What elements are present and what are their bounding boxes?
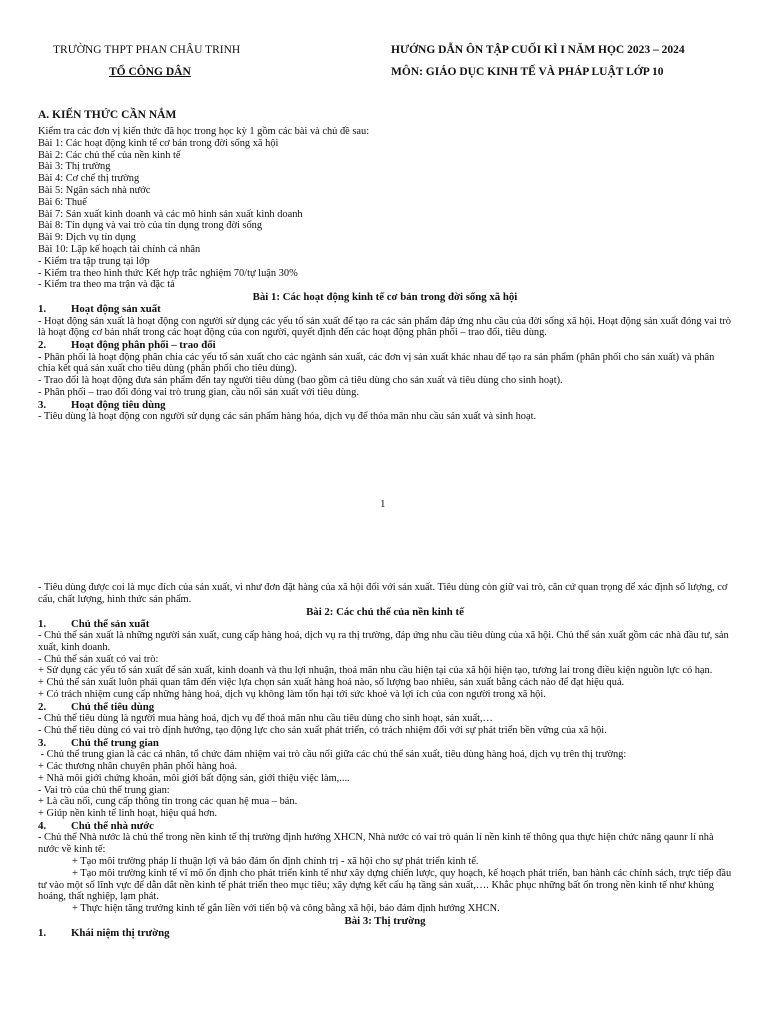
lesson-item: Bài 9: Dịch vụ tín dụng xyxy=(38,232,136,244)
paragraph: - Tiêu dùng là hoạt động con người sử dụng các sản phẩm hàng hóa, dịch vụ để thỏa mãn nhu cầu sản xuất và sinh hoạt. xyxy=(38,411,537,423)
lesson-2-heading-1 xyxy=(38,618,732,630)
heading-text: Chủ thể trung gian xyxy=(71,736,159,749)
paragraph: - Tiêu dùng được coi là mục đích của sản xuất, vì như đơn đặt hàng của xã hội đối với sản xuất. Tiêu dùng còn giữ vai trò, căn cứ quan trọng để xác định số lượng, cơ cấu, chất lượng, hình thức sản phẩm. xyxy=(38,582,728,605)
lesson-3-title: Bài 3: Thị trường xyxy=(344,914,426,927)
section-a-intro: Kiểm tra các đơn vị kiến thức đã học trong học kỳ 1 gồm các bài và chủ đề sau: xyxy=(38,126,370,137)
lesson-2-heading-2 xyxy=(38,701,732,713)
paragraph: + Nhà môi giới chứng khoán, môi giới bất động sản, giới thiệu việc làm,.... xyxy=(38,772,350,784)
lesson-3-heading-1 xyxy=(38,927,732,939)
paragraph: - Trao đổi là hoạt động đưa sản phẩm đến tay người tiêu dùng (bao gồm cả tiêu dùng cho sản xuất và tiêu dùng cho sinh hoạt). xyxy=(38,375,563,387)
paragraph: + Giúp nền kinh tế linh hoạt, hiệu quả hơn. xyxy=(38,808,218,820)
lesson-2-heading-3 xyxy=(38,737,732,749)
lesson-list xyxy=(38,138,732,256)
guide-title: HƯỚNG DẪN ÔN TẬP CUỐI KÌ I NĂM HỌC 2023 – 2024 xyxy=(391,44,685,56)
heading-text: Khái niệm thị trường xyxy=(71,926,170,939)
heading-number: 1. xyxy=(38,926,47,939)
exam-note: - Kiểm tra theo hình thức Kết hợp trắc nghiệm 70/tự luận 30% xyxy=(38,267,298,279)
heading-number: 2. xyxy=(38,700,47,713)
paragraph: + Thực hiện tăng trưởng kinh tế gắn liền với tiến bộ và công bằng xã hội, bảo đảm định hướng XHCN. xyxy=(72,903,500,915)
heading-text: Hoạt động sản xuất xyxy=(71,303,161,316)
lesson-1-heading-1 xyxy=(38,303,732,315)
lesson-item: Bài 4: Cơ chế thị trường xyxy=(38,173,140,185)
heading-number: 2. xyxy=(38,339,47,352)
paragraph: + Có trách nhiệm cung cấp những hàng hoá, dịch vụ không làm tổn hại tới sức khoẻ và lợi ích của con người trong xã hội. xyxy=(38,688,546,700)
page-number: 1 xyxy=(380,498,386,510)
heading-number: 3. xyxy=(38,736,47,749)
paragraph: - Vai trò của chủ thể trung gian: xyxy=(38,784,170,796)
paragraph: - Chủ thể Nhà nước là chủ thể trong nền kinh tế thị trường định hướng XHCN, Nhà nước có vai trò quản lí nền kinh tế thông qua thực hiện chức năng qaunr lí nhà nước về kinh tế: xyxy=(38,832,714,856)
paragraph: - Chủ thể trung gian là các cá nhân, tổ chức đảm nhiệm vai trò cầu nối giữa các chủ thể sản xuất, tiêu dùng hàng hoá, dịch vụ trên thị trường: xyxy=(38,749,627,761)
paragraph: + Tạo môi trường kinh tế vĩ mô ổn định cho phát triển kinh tế như xây dựng chiến lược, quy hoạch, kế hoạch phát triển, ban hành các chính sách, trực tiếp đầu tư vào một số lĩnh vực để dẫn dắt nền kinh tế phát triển theo mục tiêu; xây dựng kết cấu hạ tầng sản xuất,…. Khắc phục những bất ổn trong nền kinh tế như khủng hoảng, thất nghiệp, lạm phát. xyxy=(38,867,732,903)
paragraph: + Sử dụng các yếu tố sản xuất để sản xuất, kinh doanh và thu lợi nhuận, thoả mãn nhu cầu hiện tại của xã hội hiện tạo, tương lai trong điều kiện nguồn lực có hạn. xyxy=(38,665,713,677)
paragraph: - Phân phối – trao đổi đóng vai trò trung gian, cầu nối sản xuất với tiêu dùng. xyxy=(38,386,359,398)
page-2-body xyxy=(38,582,732,939)
lesson-item: Bài 10: Lập kế hoạch tài chính cá nhân xyxy=(38,243,201,255)
paragraph: - Chủ thể sản xuất là những người sản xuất, cung cấp hàng hoá, dịch vụ ra thị trường, đáp ứng nhu cầu tiêu dùng của xã hội. Chủ thể sản xuất gồm các nhà đầu tư, sản xuất, kinh doanh. xyxy=(38,630,729,653)
paragraph: + Chủ thể sản xuất luôn phải quan tâm đến việc lựa chọn sản xuất hàng hoá nào, số lượng bao nhiêu, sản xuất bằng cách nào để đạt hiệu quả. xyxy=(38,677,625,689)
department-name: TỔ CÔNG DÂN xyxy=(109,66,191,78)
exam-note: - Kiểm tra theo ma trận và đặc tả xyxy=(38,279,175,291)
page-1-body xyxy=(38,108,732,423)
lesson-item: Bài 5: Ngân sách nhà nước xyxy=(38,184,151,196)
exam-note: - Kiểm tra tập trung tại lớp xyxy=(38,255,150,267)
heading-number: 1. xyxy=(38,303,47,316)
lesson-1-title: Bài 1: Các hoạt động kinh tế cơ bản trong đời sống xã hội xyxy=(252,291,518,304)
heading-text: Hoạt động tiêu dùng xyxy=(71,398,166,411)
lesson-item: Bài 6: Thuế xyxy=(38,196,87,208)
lesson-2-heading-4 xyxy=(38,820,732,832)
subject-title: MÔN: GIÁO DỤC KINH TẾ VÀ PHÁP LUẬT LỚP 10 xyxy=(391,66,664,78)
heading-number: 1. xyxy=(38,617,47,630)
paragraph: - Hoạt động sản xuất là hoạt động con người sử dụng các yếu tố sản xuất để tạo ra các sản phẩm đáp ứng nhu cầu của đời sống xã hội. Hoạt động sản xuất đóng vai trò là hoạt động cơ bản nhất trong các hoạt động của con người, quyết định đến các hoạt động phân phối – trao đổi, tiêu dùng. xyxy=(38,315,732,339)
heading-number: 3. xyxy=(38,398,47,411)
lesson-item: Bài 2: Các chủ thể của nền kinh tế xyxy=(38,149,181,161)
school-name: TRƯỜNG THPT PHAN CHÂU TRINH xyxy=(53,44,241,56)
paragraph: + Tạo môi trường pháp lí thuận lợi và bảo đảm ổn định chính trị - xã hội cho sự phát triển kinh tế. xyxy=(72,855,479,867)
lesson-item: Bài 8: Tín dụng và vai trò của tín dụng trong đời sống xyxy=(38,220,263,232)
paragraph: + Các thương nhân chuyên phân phối hàng hoá. xyxy=(38,760,238,772)
heading-text: Chủ thể tiêu dùng xyxy=(71,700,155,713)
lesson-item: Bài 1: Các hoạt động kinh tế cơ bản trong đời sống xã hội xyxy=(38,137,279,149)
heading-text: Hoạt động phân phối – trao đổi xyxy=(71,339,216,352)
heading-text: Chủ thể sản xuất xyxy=(71,617,150,630)
paragraph: - Chủ thể tiêu dùng có vai trò định hướng, tạo động lực cho sản xuất phát triển, có trách nhiệm đối với sự phát triển bền vững của xã hội. xyxy=(38,724,607,736)
paragraph: - Phân phối là hoạt động phân chia các yếu tố sản xuất cho các ngành sản xuất, các đơn vị sản xuất khác nhau để tạo ra sản phẩm (phân phối cho sản xuất) và phân chia kết quả sản xuất cho tiêu dùng (phân phối cho tiêu dùng). xyxy=(38,351,715,375)
lesson-item: Bài 7: Sản xuất kinh doanh và các mô hình sản xuất kinh doanh xyxy=(38,208,303,220)
lesson-1-heading-2 xyxy=(38,339,732,351)
paragraph: + Là cầu nối, cung cấp thông tin trong các quan hệ mua – bán. xyxy=(38,796,298,808)
heading-number: 4. xyxy=(38,819,47,832)
paragraph: - Chủ thể sản xuất có vai trò: xyxy=(38,653,159,665)
lesson-1-heading-3 xyxy=(38,399,732,411)
section-a-title: A. KIẾN THỨC CẦN NẮM xyxy=(38,109,177,121)
paragraph: - Chủ thể tiêu dùng là người mua hàng hoá, dịch vụ để thoả mãn nhu cầu tiêu dùng cho sinh hoạt, sản xuất,… xyxy=(38,713,493,725)
heading-text: Chủ thể nhà nước xyxy=(71,819,154,832)
lesson-item: Bài 3: Thị trường xyxy=(38,161,111,173)
lesson-2-title: Bài 2: Các chủ thể của nền kinh tế xyxy=(306,605,464,618)
